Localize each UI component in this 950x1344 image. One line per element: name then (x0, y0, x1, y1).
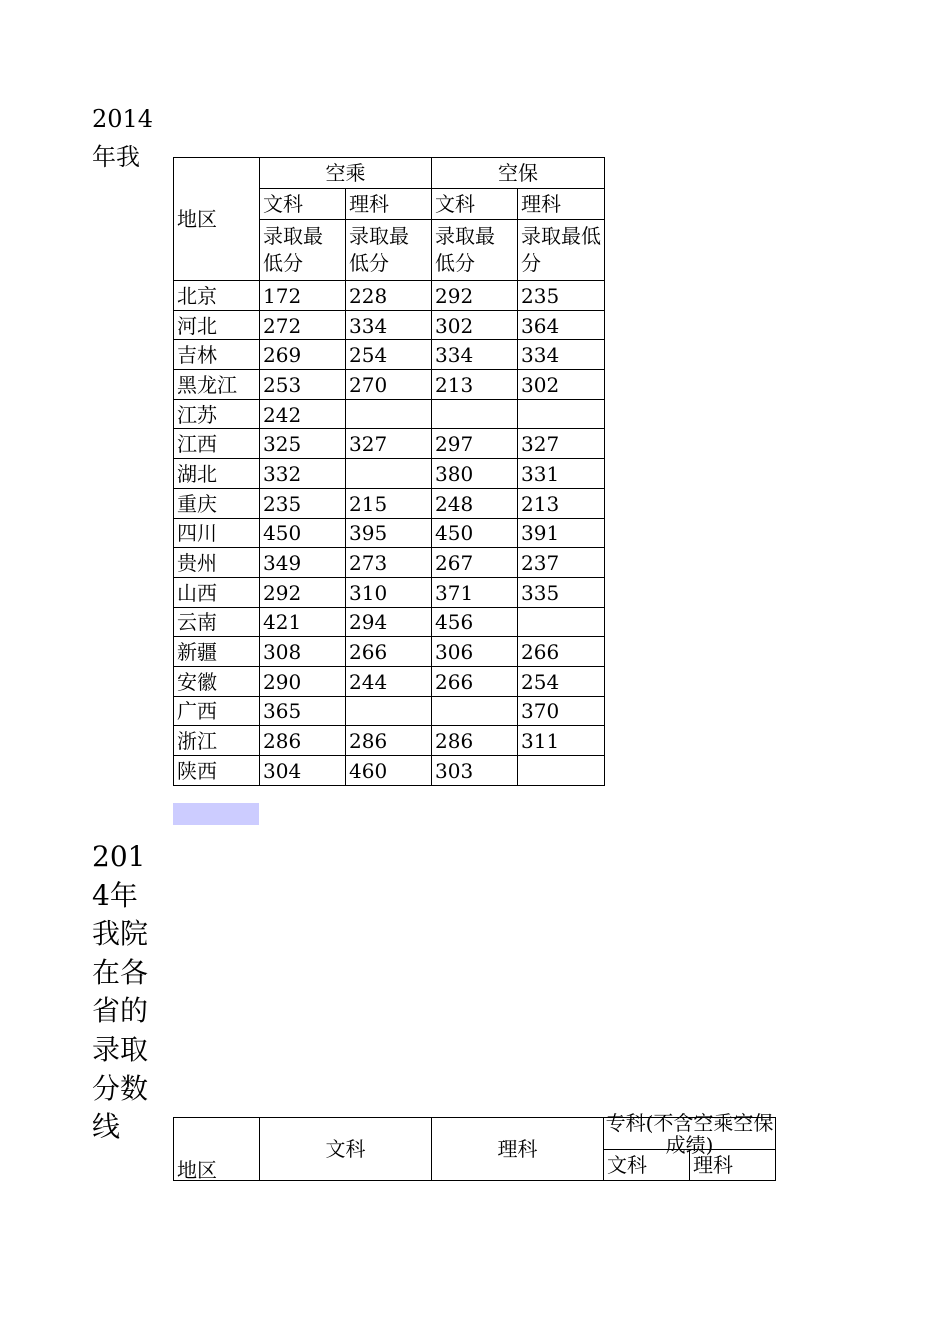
score-cell: 266 (432, 666, 518, 696)
region-cell: 河北 (174, 310, 260, 340)
table-row (174, 399, 605, 429)
region-cell: 湖北 (174, 459, 260, 489)
score-cell: 349 (260, 548, 346, 578)
region-cell: 北京 (174, 281, 260, 311)
title-fragment-text: 2014 年我 (92, 105, 154, 171)
score-cell: 335 (518, 577, 605, 607)
score-cell: 297 (432, 429, 518, 459)
score-cell: 306 (432, 637, 518, 667)
region-cell: 重庆 (174, 488, 260, 518)
score-cell: 215 (346, 488, 432, 518)
score-cell: 228 (346, 281, 432, 311)
score-cell: 364 (518, 310, 605, 340)
region-cell: 贵州 (174, 548, 260, 578)
score-cell: 292 (432, 281, 518, 311)
score-cell (518, 399, 605, 429)
score-cell: 270 (346, 370, 432, 400)
score-cell: 304 (260, 756, 346, 786)
score-cell (518, 756, 605, 786)
sub-header: 理科 (690, 1150, 776, 1181)
table-row (174, 429, 605, 459)
sub-header: 理科 (346, 189, 432, 220)
score-cell: 450 (260, 518, 346, 548)
region-cell: 陕西 (174, 756, 260, 786)
score-label: 录取最低分 (260, 220, 346, 281)
zhuanke-header-clip (604, 1110, 775, 1157)
score-cell: 334 (346, 310, 432, 340)
score-cell: 380 (432, 459, 518, 489)
region-cell: 四川 (174, 518, 260, 548)
score-cell (346, 459, 432, 489)
score-cell: 311 (518, 726, 605, 756)
score-cell: 334 (518, 340, 605, 370)
table-row (174, 310, 605, 340)
score-cell: 371 (432, 577, 518, 607)
region-cell: 山西 (174, 577, 260, 607)
score-cell: 267 (432, 548, 518, 578)
page-title: 2014年我院在各省的录取分数线 (92, 840, 149, 1144)
score-cell (432, 696, 518, 726)
table-row (174, 726, 605, 756)
score-cell: 237 (518, 548, 605, 578)
column-header-like: 理科 (432, 1118, 604, 1181)
score-cell: 248 (432, 488, 518, 518)
region-cell: 黑龙江 (174, 370, 260, 400)
score-cell: 421 (260, 607, 346, 637)
score-cell: 310 (346, 577, 432, 607)
score-cell: 253 (260, 370, 346, 400)
score-cell: 254 (518, 666, 605, 696)
score-label: 录取最低分 (432, 220, 518, 281)
score-cell: 327 (518, 429, 605, 459)
score-cell: 273 (346, 548, 432, 578)
score-cell: 303 (432, 756, 518, 786)
column-header-zhuanke (604, 1110, 776, 1157)
score-cell: 286 (346, 726, 432, 756)
sub-header: 文科 (260, 189, 346, 220)
table-row (174, 518, 605, 548)
score-cell: 327 (346, 429, 432, 459)
score-cell: 456 (432, 607, 518, 637)
table2-viewport (172, 1110, 782, 1182)
sub-header: 文科 (604, 1150, 690, 1181)
score-cell (346, 399, 432, 429)
admission-score-table-main (173, 1110, 776, 1182)
score-cell (432, 399, 518, 429)
title-fragment (92, 105, 158, 171)
region-cell: 云南 (174, 607, 260, 637)
table-row (174, 577, 605, 607)
selected-cell-highlight[interactable] (173, 803, 259, 825)
group-header-security: 空保 (432, 158, 605, 189)
score-cell: 325 (260, 429, 346, 459)
score-cell: 290 (260, 666, 346, 696)
table-row (174, 637, 605, 667)
score-cell: 242 (260, 399, 346, 429)
region-header: 地区 (174, 158, 260, 281)
table-row (174, 548, 605, 578)
table-row (174, 607, 605, 637)
region-cell: 安徽 (174, 666, 260, 696)
group-header-cabin: 空乘 (260, 158, 432, 189)
score-cell (518, 607, 605, 637)
score-cell: 254 (346, 340, 432, 370)
table-row (174, 666, 605, 696)
score-cell: 269 (260, 340, 346, 370)
zhuanke-header-text: 专科(不含空乘空保成绩) (605, 1110, 774, 1157)
sub-header: 理科 (518, 189, 605, 220)
score-cell: 286 (260, 726, 346, 756)
score-cell: 460 (346, 756, 432, 786)
region-cell: 浙江 (174, 726, 260, 756)
score-cell: 266 (346, 637, 432, 667)
score-cell: 213 (518, 488, 605, 518)
score-cell: 266 (518, 637, 605, 667)
region-cell: 江苏 (174, 399, 260, 429)
score-cell (346, 696, 432, 726)
region-cell: 吉林 (174, 340, 260, 370)
column-header-wenke: 文科 (260, 1118, 432, 1181)
score-cell: 391 (518, 518, 605, 548)
table-row (174, 281, 605, 311)
score-cell: 294 (346, 607, 432, 637)
region-header: 地区 (174, 1118, 260, 1181)
score-cell: 213 (432, 370, 518, 400)
score-cell: 308 (260, 637, 346, 667)
score-cell: 332 (260, 459, 346, 489)
table-body (174, 281, 605, 786)
score-cell: 235 (260, 488, 346, 518)
score-cell: 334 (432, 340, 518, 370)
score-label: 录取最低分 (346, 220, 432, 281)
table-row (174, 459, 605, 489)
score-cell: 302 (518, 370, 605, 400)
table-row (174, 488, 605, 518)
score-cell: 365 (260, 696, 346, 726)
score-cell: 302 (432, 310, 518, 340)
score-cell: 172 (260, 281, 346, 311)
region-cell: 江西 (174, 429, 260, 459)
region-cell: 新疆 (174, 637, 260, 667)
score-label: 录取最低分 (518, 220, 605, 281)
score-cell: 244 (346, 666, 432, 696)
admission-score-table-cabin-security (173, 157, 605, 786)
score-cell: 272 (260, 310, 346, 340)
sub-header: 文科 (432, 189, 518, 220)
table-row (174, 696, 605, 726)
region-cell: 广西 (174, 696, 260, 726)
score-cell: 235 (518, 281, 605, 311)
table-row (174, 756, 605, 786)
table-row (174, 370, 605, 400)
table-row (174, 340, 605, 370)
score-cell: 292 (260, 577, 346, 607)
score-cell: 395 (346, 518, 432, 548)
score-cell: 331 (518, 459, 605, 489)
score-cell: 450 (432, 518, 518, 548)
score-cell: 370 (518, 696, 605, 726)
score-cell: 286 (432, 726, 518, 756)
